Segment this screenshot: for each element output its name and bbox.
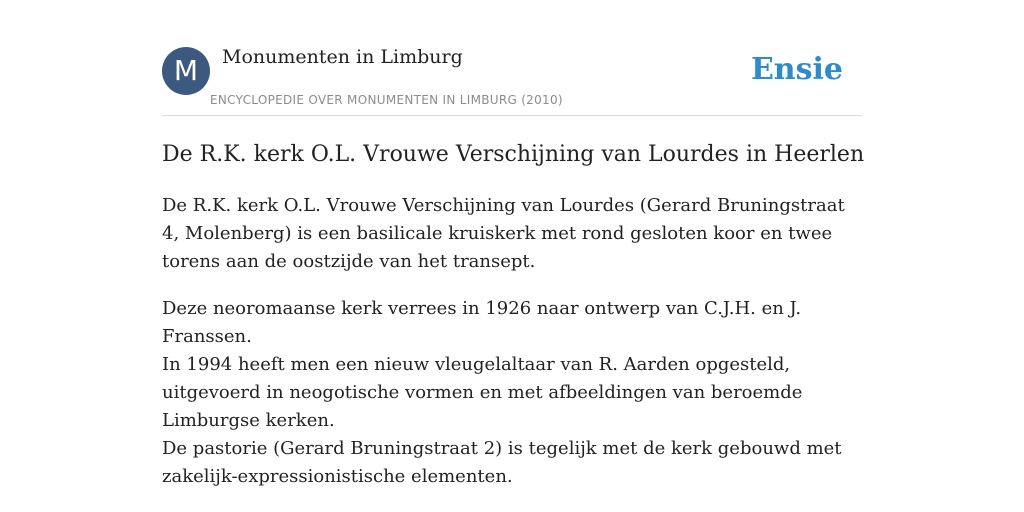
article-paragraph: In 1994 heeft men een nieuw vleugelaltaar van R. Aarden opgesteld, uitgevoerd in neogotische vormen en met afbeeldingen van beroemde Limburgse kerken. <box>162 354 803 431</box>
article-title: De R.K. kerk O.L. Vrouwe Verschijning van Lourdes in Heerlen <box>162 142 865 167</box>
header <box>162 44 862 116</box>
site-title[interactable]: Monumenten in Limburg <box>222 46 463 68</box>
header-divider <box>162 115 862 116</box>
site-subtitle: ENCYCLOPEDIE OVER MONUMENTEN IN LIMBURG (2010) <box>210 93 563 107</box>
article-paragraph: Deze neoromaanse kerk verrees in 1926 naar ontwerp van C.J.H. en J. Franssen. <box>162 298 802 347</box>
avatar[interactable]: M <box>162 47 210 95</box>
brand-logo[interactable]: Ensie <box>750 52 843 87</box>
article-paragraph: De pastorie (Gerard Bruningstraat 2) is tegelijk met de kerk gebouwd met zakelijk-expressionistische elementen. <box>162 438 842 487</box>
article-paragraph: De R.K. kerk O.L. Vrouwe Verschijning van Lourdes (Gerard Bruningstraat 4, Molenberg) is een basilicale kruiskerk met rond gesloten koor en twee torens aan de oostzijde van het transept. <box>162 195 845 272</box>
